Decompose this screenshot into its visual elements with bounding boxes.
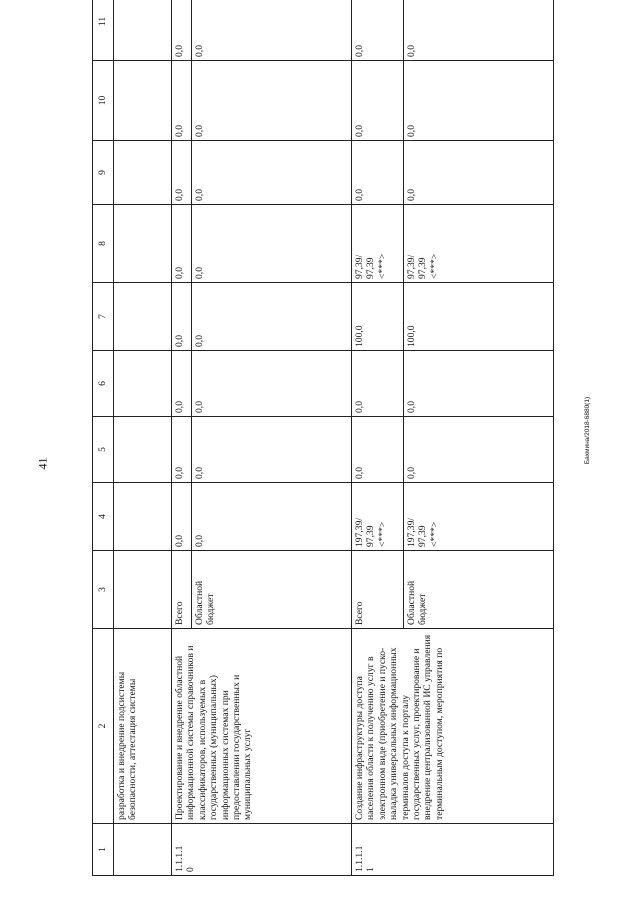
cell-value: 100,0 — [404, 283, 554, 351]
cell-value: 0,0 — [192, 61, 352, 141]
cell-value: 0,0 — [172, 283, 192, 351]
cell-source: Областной бюджет — [404, 551, 554, 629]
cell-value: 0,0 — [172, 61, 192, 141]
cell-value: 0,0 — [192, 141, 352, 205]
cell-description: Создание инфраструктуры доступа населения области к получению услуг в электронном виде (приобретение и пуско-наладка универсальных информационных терминалов доступа к порталу государственных услуг, проектирование и внедрение централизованной ИС управления терминальным доступом, мероприятия по — [352, 629, 554, 824]
cell-value: 97,39/ 97,39 <***> — [404, 205, 554, 283]
cell-number: 1.1.1.1 1 — [352, 824, 554, 876]
cell-value: 0,0 — [192, 417, 352, 483]
budget-table-frame — [92, 16, 554, 876]
col-header-10: 10 — [93, 61, 114, 141]
cell-value: 0,0 — [352, 141, 404, 205]
cell-value: 0,0 — [172, 483, 192, 551]
cell-value: 0,0 — [192, 205, 352, 283]
cell-number: 1.1.1.1 0 — [172, 824, 352, 876]
col-header-8: 8 — [93, 205, 114, 283]
cell-value: 0,0 — [192, 283, 352, 351]
col-header-4: 4 — [93, 483, 114, 551]
col-header-7: 7 — [93, 283, 114, 351]
cell-source: Всего — [352, 551, 404, 629]
cell-description: разработка и внедрение подсистемы безопасности, аттестация системы — [114, 629, 172, 824]
col-header-9: 9 — [93, 141, 114, 205]
cell-source: Всего — [172, 551, 192, 629]
cell-value: 100,0 — [352, 283, 404, 351]
cell-value: 0,0 — [404, 141, 554, 205]
cell-source: Областной бюджет — [192, 551, 352, 629]
col-header-6: 6 — [93, 351, 114, 417]
cell-value: 0,0 — [172, 141, 192, 205]
cell-number — [114, 824, 172, 876]
document-code: Бахмина/2018-6880(1) — [584, 396, 592, 464]
page-number: 41 — [35, 457, 50, 469]
table-row-continued — [114, 0, 172, 876]
table-row — [352, 0, 404, 876]
cell-value: 0,0 — [172, 351, 192, 417]
table-row — [172, 0, 192, 876]
cell-value: 197,39/ 97,39 <***> — [404, 483, 554, 551]
budget-table — [92, 0, 554, 876]
cell-value: 0,0 — [192, 351, 352, 417]
cell-description: Проектирование и внедрение областной информационной системы справочников и классификаторов, используемых в государственных (муниципальных) информационных системах при предоставлении государственных и муниципальных услуг — [172, 629, 352, 824]
header-row — [93, 0, 114, 876]
cell-value: 197,39/ 97,39 <***> — [352, 483, 404, 551]
col-header-1: 1 — [93, 824, 114, 876]
col-header-3: 3 — [93, 551, 114, 629]
cell-value: 0,0 — [192, 483, 352, 551]
cell-value: 0,0 — [352, 351, 404, 417]
col-header-5: 5 — [93, 417, 114, 483]
cell-value: 0,0 — [172, 0, 192, 61]
col-header-2: 2 — [93, 629, 114, 824]
cell-value: 97,39/ 97,39 <***> — [352, 205, 404, 283]
cell-value: 0,0 — [404, 417, 554, 483]
cell-value: 0,0 — [404, 0, 554, 61]
cell-value: 0,0 — [172, 417, 192, 483]
cell-value: 0,0 — [352, 0, 404, 61]
cell-value: 0,0 — [172, 205, 192, 283]
cell-value: 0,0 — [192, 0, 352, 61]
cell-source — [114, 551, 172, 629]
cell-value: 0,0 — [404, 351, 554, 417]
cell-value: 0,0 — [404, 61, 554, 141]
cell-value: 0,0 — [352, 417, 404, 483]
cell-value: 0,0 — [352, 61, 404, 141]
col-header-11: 11 — [93, 0, 114, 61]
